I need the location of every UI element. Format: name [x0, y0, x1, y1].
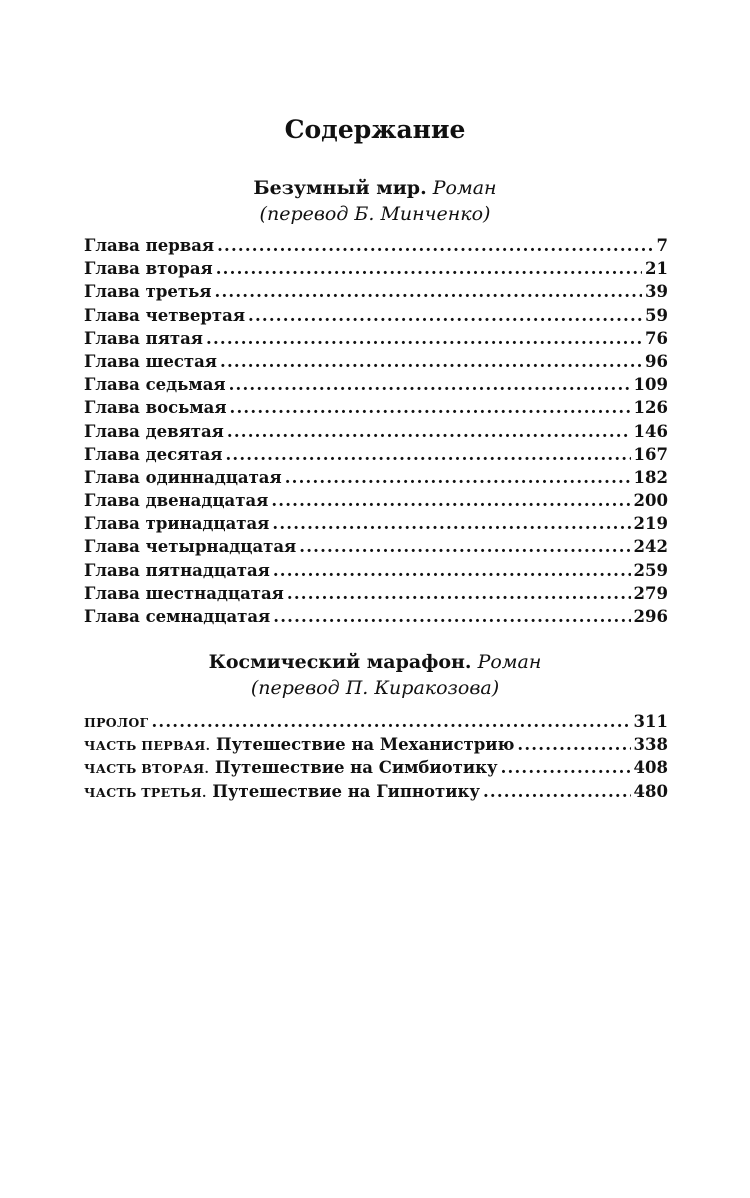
toc-entry-page: 39 [645, 282, 668, 302]
toc-entry-page: 167 [633, 444, 668, 464]
toc-entry-label: Глава третья [84, 282, 212, 302]
toc-entry-label: Глава вторая [84, 259, 213, 279]
toc-entry [84, 605, 668, 628]
toc-leader-dots [215, 280, 643, 303]
toc-entry-page: 109 [633, 375, 668, 395]
toc-leader-dots [271, 489, 630, 512]
toc-leader-dots [217, 234, 653, 257]
toc-entry-label: Глава пятнадцатая [84, 560, 270, 580]
work-2-translator: (перевод П. Киракозова) [250, 677, 500, 699]
toc-entry-label: Глава четырнадцатая [84, 537, 297, 557]
toc-entry [84, 304, 668, 327]
toc-leader-dots [206, 327, 642, 350]
toc-entry-page: 7 [656, 236, 668, 255]
toc-leader-dots [272, 512, 630, 535]
toc-entry [84, 582, 668, 605]
toc-entry [84, 780, 668, 803]
toc-entry-page: 146 [633, 421, 668, 441]
toc-entry-page: 21 [645, 259, 668, 279]
toc-leader-dots [151, 710, 630, 733]
toc-entry-page: 311 [633, 712, 668, 731]
toc-entry-label: Глава восьмая [84, 398, 227, 418]
toc-entry-label: Глава семнадцатая [84, 607, 271, 626]
toc-entry-prefix: ЧАСТЬ ПЕРВАЯ. [84, 738, 211, 754]
toc-entry [84, 257, 668, 280]
toc-entry [84, 559, 668, 582]
toc-entry-page: 480 [633, 781, 668, 801]
toc-entry [84, 489, 668, 512]
toc-leader-dots [216, 257, 642, 280]
toc-entry-label: Глава тринадцатая [84, 514, 270, 534]
toc-leader-dots [248, 304, 642, 327]
work-1-genre: Роман [432, 177, 497, 199]
toc-entry [84, 512, 668, 535]
toc-leader-dots [225, 443, 630, 466]
toc-entry-page: 126 [633, 398, 668, 418]
toc-leader-dots [273, 605, 630, 628]
toc-entry-label: Глава четвертая [84, 305, 246, 325]
toc-entry [84, 280, 668, 303]
toc-leader-dots [230, 396, 631, 419]
toc-entry-prefix: ЧАСТЬ ВТОРАЯ. [84, 761, 210, 777]
toc-entry-label: Глава пятая [84, 328, 203, 348]
toc-entry-label [84, 733, 514, 757]
toc-leader-dots [517, 733, 630, 756]
toc-entry-label [84, 780, 480, 804]
toc-entry [84, 420, 668, 443]
toc-leader-dots [227, 420, 631, 443]
toc-entry-page: 242 [633, 537, 668, 557]
toc-leader-dots [483, 780, 631, 803]
work-1-translator: (перевод Б. Минченко) [259, 203, 491, 225]
toc-entry [84, 443, 668, 466]
toc-entry [84, 350, 668, 373]
toc-entry-text: Путешествие на Гипнотику [212, 781, 480, 801]
toc-entry-page: 279 [633, 583, 668, 603]
toc-entry-page: 259 [633, 560, 668, 580]
toc-work-1 [84, 234, 668, 628]
toc-entry-page: 408 [633, 758, 668, 778]
toc-work-2 [84, 710, 668, 803]
toc-entry-page: 219 [633, 514, 668, 534]
toc-entry [84, 710, 668, 733]
toc-entry-page: 182 [633, 467, 668, 487]
toc-entry [84, 396, 668, 419]
toc-entry [84, 756, 668, 779]
toc-leader-dots [501, 756, 631, 779]
toc-entry [84, 466, 668, 489]
toc-entry-label: Глава двенадцатая [84, 491, 269, 511]
toc-entry-text: Путешествие на Симбиотику [214, 758, 498, 778]
toc-entry-label: Глава девятая [84, 421, 224, 441]
toc-entry-label: Глава десятая [84, 444, 223, 464]
toc-leader-dots [273, 559, 631, 582]
work-1-name: Безумный мир. [253, 177, 427, 199]
toc-entry-prefix: ЧАСТЬ ТРЕТЬЯ. [84, 784, 207, 800]
toc-entry-label: Глава шестая [84, 351, 217, 371]
toc-entry-page: 296 [633, 607, 668, 626]
toc-entry-page: 76 [645, 328, 668, 348]
page-title: Содержание [284, 115, 466, 144]
toc-entry-label: Глава седьмая [84, 375, 226, 395]
toc-leader-dots [285, 466, 631, 489]
toc-entry [84, 234, 668, 257]
toc-entry-label: Глава шестнадцатая [84, 583, 284, 603]
toc-entry-page: 96 [645, 351, 668, 371]
toc-entry-label [84, 710, 148, 734]
toc-leader-dots [229, 373, 631, 396]
toc-entry [84, 733, 668, 756]
toc-entry-label [84, 756, 498, 780]
toc-entry-page: 200 [633, 491, 668, 511]
toc-leader-dots [287, 582, 631, 605]
toc-leader-dots [299, 535, 630, 558]
toc-entry-label: Глава одиннадцатая [84, 467, 282, 487]
toc-entry [84, 535, 668, 558]
toc-entry-page: 338 [633, 735, 668, 755]
toc-entry-label: Глава первая [84, 236, 215, 255]
toc-leader-dots [220, 350, 642, 373]
work-2-name: Космический марафон. [208, 651, 472, 673]
toc-entry-text: Путешествие на Механистрию [216, 735, 515, 755]
work-2-title [0, 650, 750, 674]
toc-entry-page: 59 [645, 305, 668, 325]
toc-entry [84, 327, 668, 350]
work-2-genre: Роман [477, 651, 542, 673]
toc-entry-prefix: ПРОЛОГ [84, 715, 149, 730]
work-1-title [0, 176, 750, 200]
toc-entry [84, 373, 668, 396]
